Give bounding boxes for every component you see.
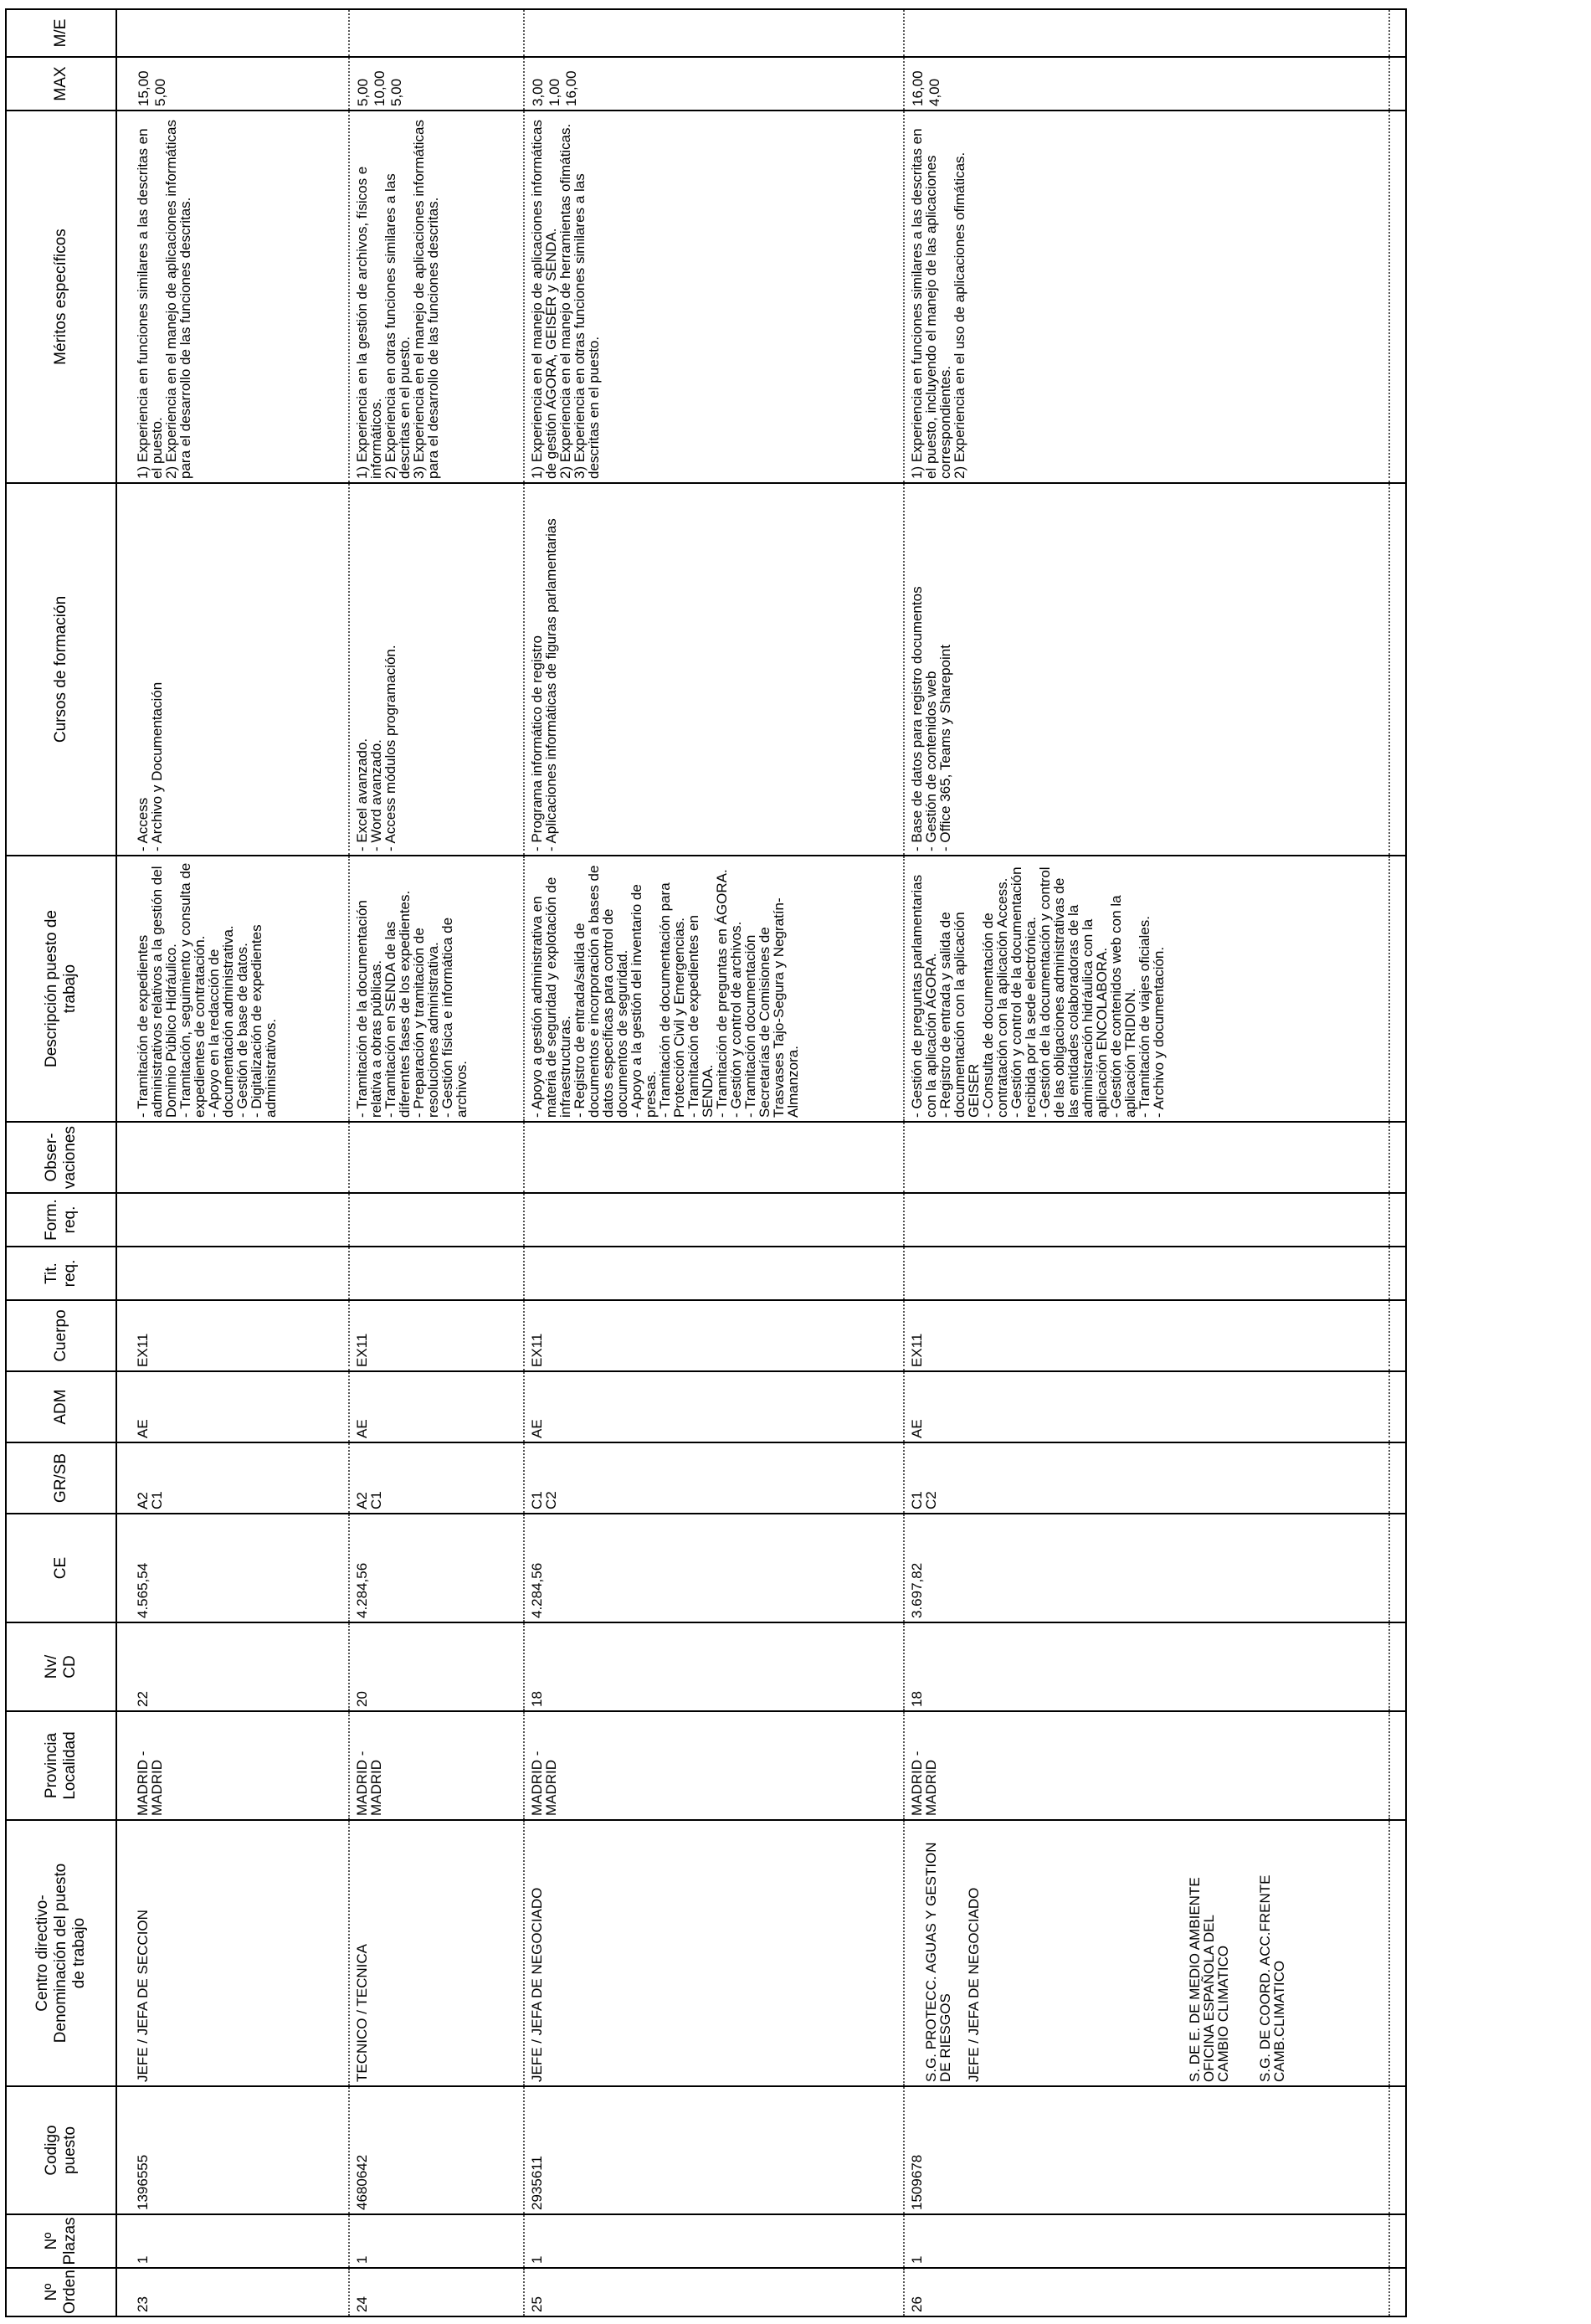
cuerpo-cell: EX11 [131,1300,349,1371]
header-row [6,9,116,2316]
header-provincia: Provincia Localidad [6,1711,116,1820]
descripcion-cell: - Gestión de preguntas parlamentarias con la aplicación ÁGORA. - Registro de entrada y salida de documentación con la aplicación GEISER - Consulta de documentación de contratación con la aplicación Access. - Gestión y control de la documentación recibida por la sede electrónica. - Gestión de la documentación y control de las obligaciones administrativas de las entidades colaboradoras de la administración hidráulica con la aplicación ENCOLABORA. - Gestión de contenidos web con la aplicación TRIDION. - Tramitación de viajes oficiales. - Archivo y documentación. [904,856,1389,1122]
me-cell [349,9,524,57]
observaciones-cell [524,1122,904,1193]
header-adm: ADM [6,1371,116,1442]
grupo-cell: A2 C1 [131,1442,349,1514]
cursos-cell: - Programa informático de registro - Aplicaciones informáticas de figuras parlamentarias [524,483,904,856]
header-max: MAX [6,57,116,111]
centro-cell: JEFE / JEFA DE NEGOCIADO [524,1820,904,2086]
codigo-cell: 4680642 [349,2086,524,2214]
provincia-cell: MADRID - MADRID [524,1711,904,1820]
titulacion-cell [904,1247,1389,1300]
cursos-cell: - Excel avanzado. - Word avanzado. - Access módulos programación. [349,483,524,856]
header-grupo: GR/SB [6,1442,116,1514]
orden-cell: 23 [131,2268,349,2316]
adm-cell: AE [904,1371,1389,1442]
descripcion-cell: - Tramitación de expedientes administrativos relativos a la gestión del Dominio Público Hidráulico. - Tramitación, seguimiento y consulta de expedientes de contratación. - Apoyo en la redacción de documentación administrativa. - Gestión de base de datos. - Digitalización de expedientes administrativos. [131,856,349,1122]
cursos-cell: - Access - Archivo y Documentación [131,483,349,856]
grupo-cell: C1 C2 [524,1442,904,1514]
grupo-cell: A2 C1 [349,1442,524,1514]
max-cell: 5,00 10,00 5,00 [349,57,524,111]
ce-cell: 4.284,56 [524,1514,904,1622]
table-row [349,9,524,2316]
formacion-cell [524,1193,904,1247]
max-cell: 15,00 5,00 [131,57,349,111]
formacion-cell [131,1193,349,1247]
plazas-cell: 1 [524,2214,904,2268]
meritos-cell: 1) Experiencia en funciones similares a las descritas en el puesto. 2) Experiencia en el manejo de aplicaciones informáticas para el desarrollo de las funciones descritas. [131,111,349,483]
nivel-cell: 22 [131,1622,349,1711]
spacer-row [116,9,131,2316]
provincia-cell: MADRID - MADRID [349,1711,524,1820]
header-nivel: Nv/ CD [6,1622,116,1711]
header-ce: CE [6,1514,116,1622]
me-cell [904,9,1389,57]
me-cell [524,9,904,57]
table-row [904,9,1389,2316]
formacion-cell [904,1193,1389,1247]
centro-position: JEFE / JEFA DE NEGOCIADO [966,1887,982,2082]
header-descripcion: Descripción puesto de trabajo [6,856,116,1122]
nivel-cell: 18 [904,1622,1389,1711]
cuerpo-cell: EX11 [904,1300,1389,1371]
adm-cell: AE [131,1371,349,1442]
provincia-cell: MADRID - MADRID [131,1711,349,1820]
codigo-cell: 1396555 [131,2086,349,2214]
titulacion-cell [524,1247,904,1300]
titulacion-cell [349,1247,524,1300]
nivel-cell: 18 [524,1622,904,1711]
cuerpo-cell: EX11 [349,1300,524,1371]
plazas-cell: 1 [131,2214,349,2268]
centro-cell: JEFE / JEFA DE SECCION [131,1820,349,2086]
header-centro: Centro directivo- Denominación del puesto de trabajo [6,1820,116,2086]
header-meritos: Méritos específicos [6,111,116,483]
grupo-cell: C1 C2 [904,1442,1389,1514]
cursos-cell: - Base de datos para registro documentos - Gestión de contenidos web - Office 365, Teams y Sharepoint [904,483,1389,856]
plazas-cell: 1 [904,2214,1389,2268]
cuerpo-cell: EX11 [524,1300,904,1371]
header-cursos: Cursos de formación [6,483,116,856]
plazas-cell: 1 [349,2214,524,2268]
orden-cell: 26 [904,2268,1389,2316]
orden-cell: 24 [349,2268,524,2316]
adm-cell: AE [349,1371,524,1442]
header-codigo: Codigo puesto [6,2086,116,2214]
header-cuerpo: Cuerpo [6,1300,116,1371]
header-me: M/E [6,9,116,57]
positions-table [5,8,1407,2317]
table-row [131,9,349,2316]
descripcion-cell: - Tramitación de la documentación relativa a obras públicas. - Tramitación en SENDA de las diferentes fases de los expedientes. - Preparación y tramitación de resoluciones administrativa. - Gestión física e informática de archivos. [349,856,524,1122]
header-titulacion: Tit. req. [6,1247,116,1300]
ce-cell: 4.565,54 [131,1514,349,1622]
max-cell: 16,00 4,00 [904,57,1389,111]
centro-group-label: S.G. PROTECC. AGUAS Y GESTION DE RIESGOS [923,1842,953,2082]
titulacion-cell [131,1247,349,1300]
header-plazas: Nº Plazas [6,2214,116,2268]
centro-group-label: S. DE E. DE MEDIO AMBIENTE OFICINA ESPAÑOLA DEL CAMBIO CLIMATICO [1187,1877,1231,2082]
me-cell [131,9,349,57]
descripcion-cell: - Apoyo a gestión administrativa en materia de seguridad y explotación de infraestructuras. - Registro de entrada/salida de documentos e incorporación a bases de datos específicas para control de documentos de seguridad. - Apoyo a la gestión del inventario de presas. - Tramitación de documentación para Protección Civil y Emergencias. - Tramitación de expedientes en SENDA. - Tramitación de preguntas en ÁGORA. - Gestión y control de archivos. - Tramitación documentación Secretarías de Comisiones de Trasvases Tajo-Segura y Negratín-Almanzora. [524,856,904,1122]
observaciones-cell [349,1122,524,1193]
meritos-cell: 1) Experiencia en funciones similares a las descritas en el puesto, incluyendo el manejo de las aplicaciones correspondientes. 2) Experiencia en el uso de aplicaciones ofimáticas. [904,111,1389,483]
header-orden: Nº Orden [6,2268,116,2316]
codigo-cell: 1509678 [904,2086,1389,2214]
header-observaciones: Obser- vaciones [6,1122,116,1193]
observaciones-cell [131,1122,349,1193]
header-formacion: Form. req. [6,1193,116,1247]
meritos-cell: 1) Experiencia en el manejo de aplicaciones informáticas de gestión ÁGORA, GEISER y SENDA. 2) Experiencia en el manejo de herramientas ofimáticas. 3) Experiencia en otras funciones similares a las descritas en el puesto. [524,111,904,483]
provincia-cell: MADRID - MADRID [904,1711,1389,1820]
codigo-cell: 2935611 [524,2086,904,2214]
max-cell: 3,00 1,00 16,00 [524,57,904,111]
adm-cell: AE [524,1371,904,1442]
centro-cell [904,1820,1389,2086]
observaciones-cell [904,1122,1389,1193]
ce-cell: 4.284,56 [349,1514,524,1622]
meritos-cell: 1) Experiencia en la gestión de archivos, físicos e informáticos. 2) Experiencia en otras funciones similares a las descritas en el puesto. 3) Experiencia en el manejo de aplicaciones informáticas para el desarrollo de las funciones descritas. [349,111,524,483]
formacion-cell [349,1193,524,1247]
nivel-cell: 20 [349,1622,524,1711]
table-end-row [1389,9,1406,2316]
ce-cell: 3.697,82 [904,1514,1389,1622]
table-row [524,9,904,2316]
orden-cell: 25 [524,2268,904,2316]
centro-cell: TECNICO / TECNICA [349,1820,524,2086]
centro-group-label: S.G. DE COORD. ACC.FRENTE CAMB.CLIMATICO [1257,1874,1287,2082]
